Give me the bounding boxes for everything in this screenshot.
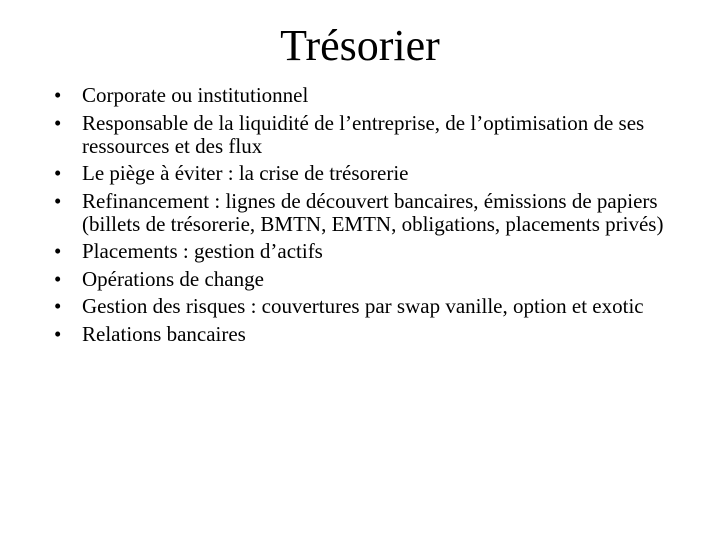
bullet-item-risques bbox=[50, 295, 700, 318]
bullet-icon: • bbox=[54, 321, 62, 346]
bullet-icon: • bbox=[54, 239, 62, 263]
bullet-item-corporate bbox=[50, 84, 700, 107]
bullet-item-refinancement bbox=[50, 190, 700, 236]
bullet-icon: • bbox=[54, 83, 62, 107]
bullet-list bbox=[50, 84, 700, 350]
bullet-text: Refinancement : lignes de découvert bancaires, émissions de papiers (billets de trésorerie, BMTN, EMTN, obligations, placements privés) bbox=[82, 188, 664, 236]
bullet-icon: • bbox=[54, 266, 62, 291]
bullet-text: Opérations de change bbox=[82, 266, 264, 291]
bullet-item-piege bbox=[50, 162, 700, 185]
bullet-text: Relations bancaires bbox=[82, 321, 246, 346]
bullet-icon: • bbox=[54, 188, 62, 213]
bullet-item-relations bbox=[50, 323, 700, 346]
slide-title: Trésorier bbox=[280, 21, 440, 70]
bullet-text: Gestion des risques : couvertures par swap vanille, option et exotic bbox=[82, 294, 644, 318]
bullet-text: Le piège à éviter : la crise de trésorerie bbox=[82, 161, 409, 185]
bullet-icon: • bbox=[54, 294, 62, 318]
bullet-text: Responsable de la liquidité de l’entreprise, de l’optimisation de ses ressources et des flux bbox=[82, 110, 645, 158]
bullet-item-change bbox=[50, 268, 700, 291]
bullet-icon: • bbox=[54, 110, 62, 135]
bullet-item-placements bbox=[50, 240, 700, 263]
bullet-item-responsable bbox=[50, 112, 700, 158]
bullet-text: Placements : gestion d’actifs bbox=[82, 239, 323, 263]
bullet-text: Corporate ou institutionnel bbox=[82, 83, 309, 107]
bullet-icon: • bbox=[54, 161, 62, 185]
